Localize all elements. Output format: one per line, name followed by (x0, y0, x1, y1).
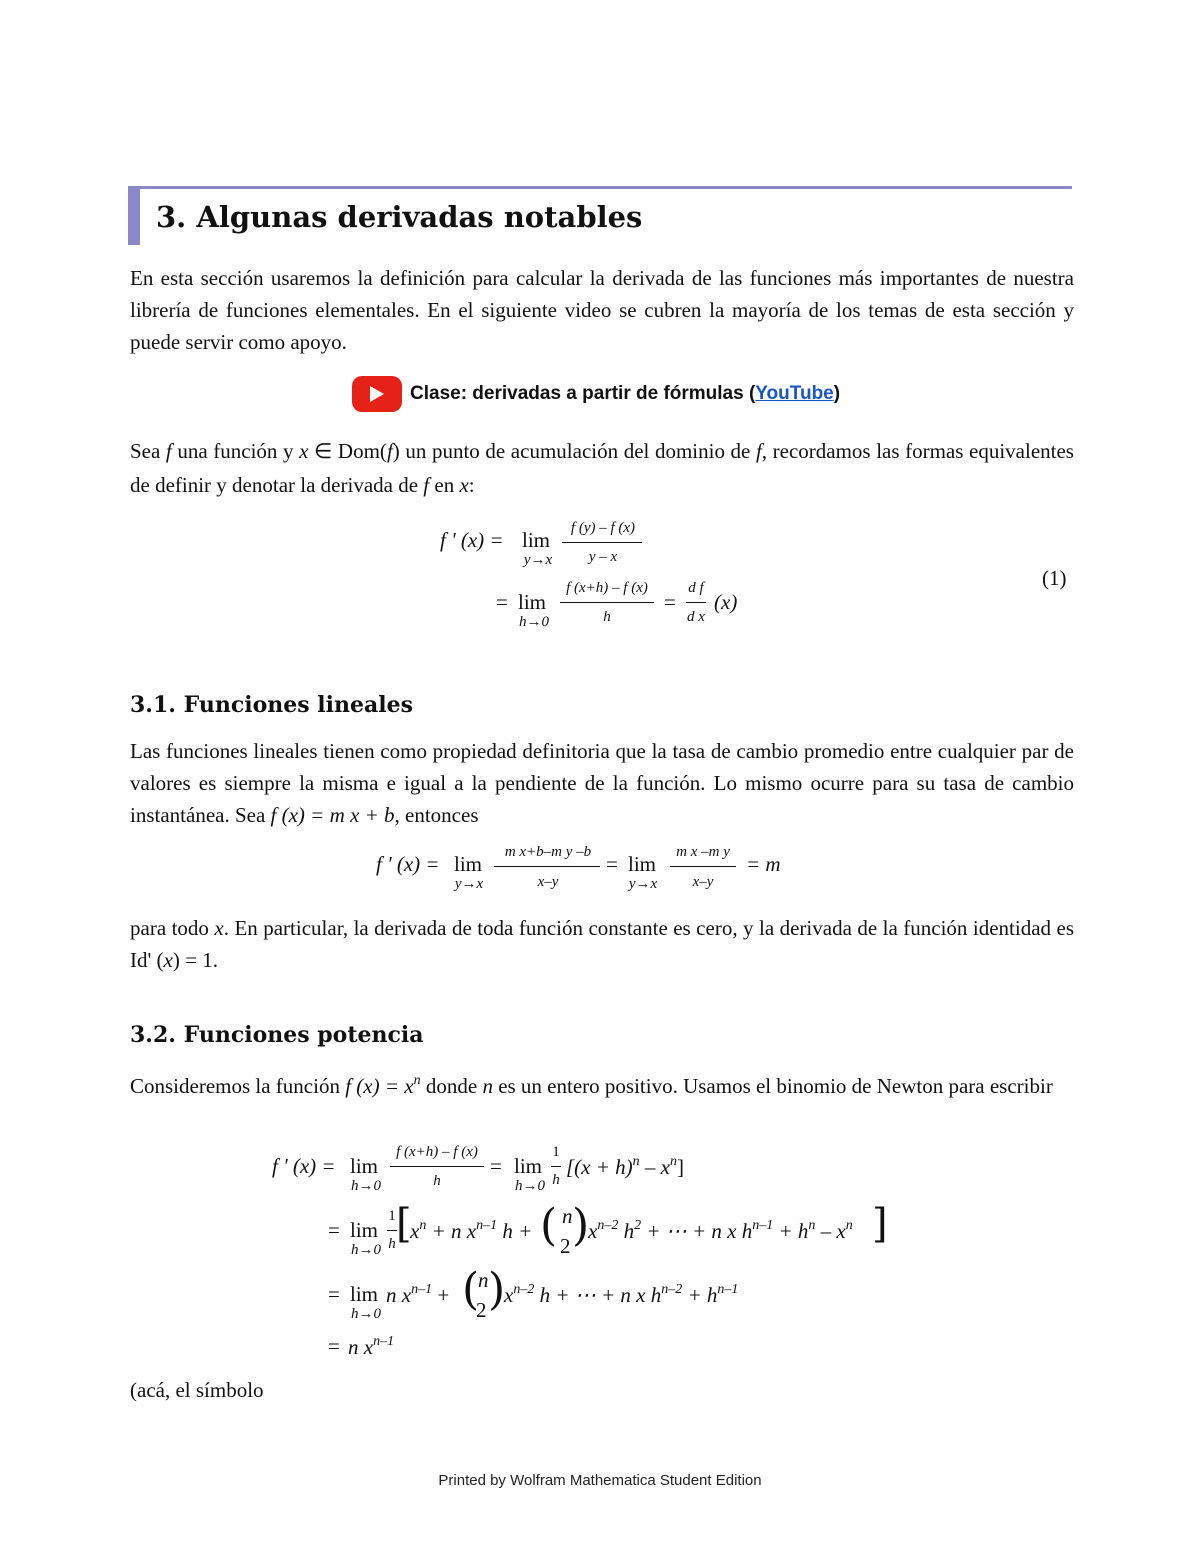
section-title-rule (128, 186, 1072, 189)
video-link-label: Clase: derivadas a partir de fórmulas (YouTube) (410, 383, 841, 404)
subsection-heading-linear: 3.1. Funciones lineales (130, 692, 413, 718)
intro-paragraph: En esta sección usaremos la definición para calcular la derivada de las funciones más importantes de nuestra librería de funciones elementales. En el siguiente video se cubren la mayoría de los temas de esta sección y puede servir como apoyo. (130, 266, 1074, 354)
youtube-link[interactable]: YouTube (755, 383, 834, 404)
youtube-play-icon[interactable] (352, 376, 402, 412)
section-title-accent-bar (128, 189, 140, 245)
section-title: 3. Algunas derivadas notables (156, 200, 643, 234)
power-trailing-text: (acá, el símbolo (130, 1378, 264, 1402)
power-paragraph: Consideremos la función f $(x) = x^n$ donde n es un entero positivo. Usamos el binomio de Newton para escribir (130, 1073, 1053, 1098)
linear-paragraph: Las funciones lineales tienen como propiedad definitoria que la tasa de cambio promedio entre cualquier par de valores es siempre la misma e igual a la pendiente de la función. Lo mismo ocurre para su tasa de cambio instantánea. Sea f (x) = m x + b, entonces (130, 739, 1074, 827)
document-page: 3. Algunas derivadas notables En esta sección usaremos la definición para calcular la derivada de las funciones más importantes de nuestra librería de funciones elementales. En el siguiente video se cubren la mayoría de los temas de esta sección y puede servir como apoyo. Clase: derivadas a partir de fórmulas (YouTube) Sea f una función y x ∈ Dom(f) un punto de acumulación del dominio de f, recordamos las formas equivalentes de definir y denotar la derivada de f en x: f ' (x) = lim y→x f (y) – f (x) y – x = lim h→0 f (x+h) – f (x) h = d f d x (x) (1) 3.1. Funciones lineales Las funciones lineales tienen como propiedad definitoria que la tasa de cambio promedio entre cualquier par de valores es siempre la misma e igual a la pendiente de la función. Lo mismo ocurre para su tasa de cambio instantánea. Sea f (x) = m x + b, entonces f ' (x) = lim y→x m x+b–m y –b x–y = lim y→x m x –m y x–y = m para todo x. En particular, la derivada de toda función constante es cero, y la derivada de la función identidad es Id' (x) = 1. 3.2. Funciones potencia Consideremos la función f $(x) = x^n$ donde n es un entero positivo. Usamos el binomio de Newton para escribir f ' (x) = lim h→0 f (x+h) – f (x) h = lim h→0 1 h $[(x + h)^n - x^n]$ = lim h→0 1 h [ $x^n + n$ $x^{n-1}$ h + ( n 2 ) $x^{n-2}$ $h^2$ + ⋯ + n x $h^{n-1} + h^n - x^n$ ] = lim h→0 n $x^{n-1}$ + ( n 2 ) $x^{n-2}$ h + ⋯ + n x $h^{n-2} + h^{n-1}$ = n $x^{n-1}$ (acá, el símbolo Printed by Wolfram Mathematica Student Edition (0, 0, 1200, 1553)
definition-paragraph: Sea f una función y x ∈ Dom(f) un punto de acumulación del dominio de f, recordamos las formas equivalentes de definir y denotar la derivada de f en x: (130, 439, 1074, 497)
equation-number: (1) (1042, 566, 1067, 590)
linear-conclusion-paragraph: para todo x. En particular, la derivada de toda función constante es cero, y la derivada de la función identidad es Id' (x) = 1. (130, 916, 1074, 972)
video-link-row[interactable] (352, 376, 840, 412)
subsection-heading-power: 3.2. Funciones potencia (130, 1022, 424, 1048)
page-footer: Printed by Wolfram Mathematica Student Edition (438, 1472, 762, 1489)
